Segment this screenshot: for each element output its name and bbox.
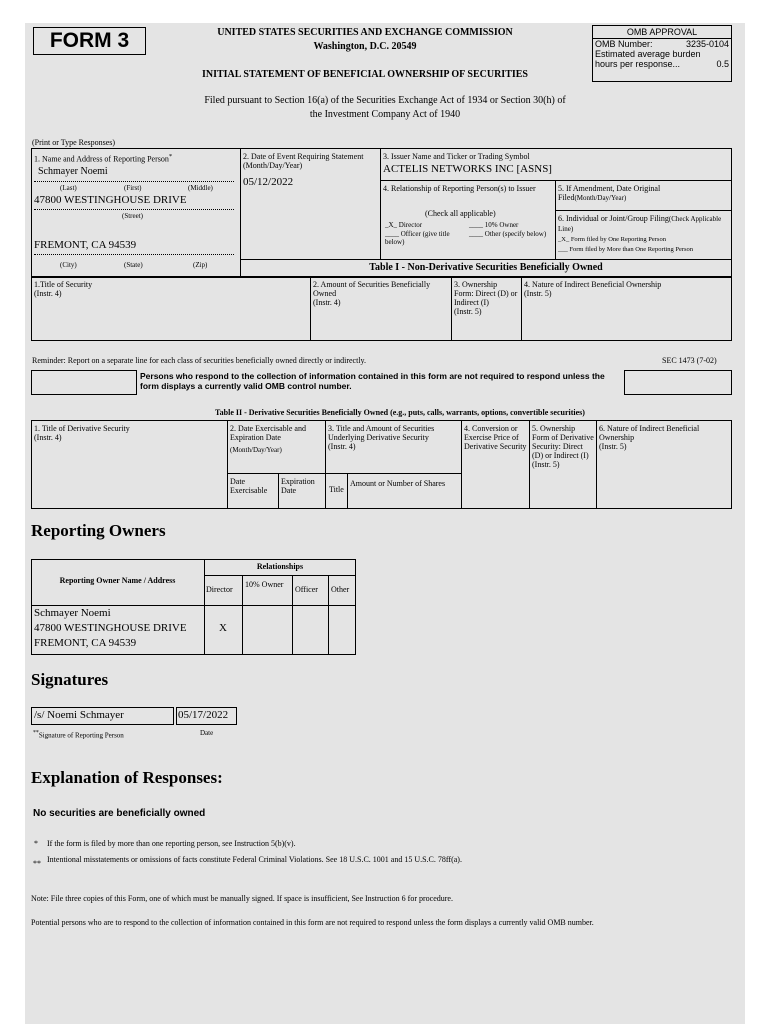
form-number: FORM 3	[49, 29, 130, 52]
owners-col-officer: Officer	[295, 585, 318, 594]
filed-pursuant-line2: the Investment Company Act of 1940	[309, 109, 461, 120]
form-number-box	[33, 27, 146, 55]
table1-col3: 3. Ownership Form: Direct (D) or Indirect (I) (Instr. 5)	[454, 280, 518, 316]
owner-line1: Schmayer Noemi	[34, 607, 111, 619]
owners-col-name: Reporting Owner Name / Address	[59, 576, 176, 585]
director-option: _X_ Director	[385, 221, 423, 229]
ten-pct-option: ____ 10% Owner	[469, 221, 519, 229]
reminder-text: Reminder: Report on a separate line for each class of securities beneficially owned directly or indirectly.	[32, 356, 367, 365]
issuer-name: ACTELIS NETWORKS INC [ASNS]	[383, 163, 552, 175]
note2-text: Intentional misstatements or omissions of facts constitute Federal Criminal Violations. See 18 U.S.C. 1001 and 15 U.S.C. 78ff(a).	[47, 855, 462, 864]
reporting-person-name: Schmayer Noemi	[38, 166, 108, 177]
middle-label: (Middle)	[188, 184, 213, 192]
no-securities-text: No securities are beneficially owned	[33, 808, 206, 819]
check-all-label: (Check all applicable)	[425, 209, 496, 218]
filing-option-one: _X_ Form filed by One Reporting Person	[558, 236, 666, 243]
state-label: (State)	[124, 261, 143, 269]
table2-title: Table II - Derivative Securities Beneficially Owned (e.g., puts, calls, warrants, options, convertible securities)	[215, 408, 585, 417]
event-date: 05/12/2022	[243, 176, 294, 188]
omb-burden-line2: hours per response...	[595, 59, 681, 69]
owner-line2: 47800 WESTINGHOUSE DRIVE	[34, 622, 187, 634]
owner-line3: FREMONT, CA 94539	[34, 637, 137, 649]
note3-text: Note: File three copies of this Form, one of which must be manually signed. If space is insufficient, See Instruction 6 for procedure.	[31, 894, 453, 903]
agency-city: Washington, D.C. 20549	[313, 41, 417, 52]
print-type-note: (Print or Type Responses)	[32, 138, 116, 147]
box4-label: 4. Relationship of Reporting Person(s) to Issuer	[383, 184, 536, 193]
reporting-owners-heading: Reporting Owners	[31, 521, 166, 540]
omb-burden-value: 0.5	[716, 59, 729, 69]
filing-option-more: ___ Form filed by More than One Reporting Person	[558, 246, 694, 253]
omb-number-value: 3235-0104	[685, 39, 729, 49]
table2-col5: 5. Ownership Form of Derivative Security: Direct (D) or Indirect (I) (Instr. 5)	[532, 424, 594, 469]
note1-mark: *	[34, 839, 38, 848]
signature-value: /s/ Noemi Schmayer	[34, 709, 124, 721]
box5-label: 5. If Amendment, Date Original Filed(Month/Day/Year)	[558, 184, 661, 202]
note1-text: If the form is filed by more than one reporting person, see Instruction 5(b)(v).	[47, 839, 296, 848]
owners-col-other: Other	[331, 585, 350, 594]
table2-col2: 2. Date Exercisable and Expiration Date	[230, 424, 306, 442]
officer-option: ____ Officer (give title below)	[385, 230, 450, 246]
omb-title: OMB APPROVAL	[593, 26, 731, 39]
zip-label: (Zip)	[193, 261, 208, 269]
signatures-heading: Signatures	[31, 670, 109, 689]
notice-right-box	[624, 370, 732, 395]
note4-text: Potential persons who are to respond to the collection of information contained in this form are not required to respond unless the form displays a currently valid OMB number.	[31, 918, 594, 927]
agency-name: UNITED STATES SECURITIES AND EXCHANGE COMMISSION	[217, 27, 513, 38]
notice-left-box	[31, 370, 137, 395]
sec-code: SEC 1473 (7-02)	[662, 356, 717, 365]
signature-label: **Signature of Reporting Person	[33, 730, 124, 740]
street-label: (Street)	[122, 212, 143, 220]
street-value: 47800 WESTINGHOUSE DRIVE	[34, 194, 187, 206]
persons-notice: Persons who respond to the collection of information contained in this form are not required to respond unless the form displays a currently valid OMB control number.	[140, 371, 605, 391]
explanation-heading: Explanation of Responses:	[31, 768, 223, 787]
box1-note-mark: *	[168, 153, 173, 160]
table1-col4: 4. Nature of Indirect Beneficial Ownership (Instr. 5)	[524, 280, 662, 298]
table2-col1: 1. Title of Derivative Security (Instr. 4)	[34, 424, 130, 442]
owners-col-director: Director	[206, 585, 233, 594]
table2-col4: 4. Conversion or Exercise Price of Derivative Security	[464, 424, 527, 451]
box6-label: 6. Individual or Joint/Group Filing(Check Applicable Line)	[558, 214, 722, 233]
city-label: (City)	[60, 261, 77, 269]
note2-mark: **	[33, 859, 41, 868]
other-option: ____ Other (specify below)	[469, 230, 547, 238]
table1-col1: 1.Title of Security (Instr. 4)	[34, 280, 93, 298]
table1-col2: 2. Amount of Securities Beneficially Owned (Instr. 4)	[313, 280, 431, 307]
signature-date-label: Date	[200, 729, 214, 737]
table2-col3b: Amount or Number of Shares	[350, 479, 446, 488]
table2-col2b: Expiration Date	[281, 477, 315, 495]
box6-check: (Check Applicable Line)	[558, 215, 722, 233]
table2-col3: 3. Title and Amount of Securities Underlying Derivative Security (Instr. 4)	[328, 424, 435, 451]
omb-number-label: OMB Number:	[595, 39, 653, 49]
form-title: INITIAL STATEMENT OF BENEFICIAL OWNERSHIP OF SECURITIES	[201, 69, 528, 80]
omb-approval-box	[592, 25, 732, 82]
table2-col2a: Date Exercisable	[230, 477, 268, 495]
box3-label: 3. Issuer Name and Ticker or Trading Symbol	[383, 152, 530, 161]
omb-burden-line1: Estimated average burden	[595, 49, 701, 59]
box5-sub: (Month/Day/Year)	[574, 194, 627, 202]
table2-col2-sub: (Month/Day/Year)	[230, 446, 282, 454]
owner-director-mark: X	[219, 622, 227, 634]
table1-title: Table I - Non-Derivative Securities Beneficially Owned	[369, 262, 603, 273]
first-label: (First)	[124, 184, 142, 192]
table2-col3a: Title	[329, 485, 344, 494]
filed-pursuant-line1: Filed pursuant to Section 16(a) of the Securities Exchange Act of 1934 or Section 30(h) of	[204, 95, 566, 106]
box1-label: 1. Name and Address of Reporting Person*	[34, 153, 173, 164]
box2-label: 2. Date of Event Requiring Statement (Month/Day/Year)	[243, 152, 364, 170]
last-label: (Last)	[60, 184, 77, 192]
city-value: FREMONT, CA 94539	[34, 239, 137, 251]
signature-date-value: 05/17/2022	[178, 709, 229, 721]
owners-relationships: Relationships	[256, 562, 304, 571]
table2-col6: 6. Nature of Indirect Beneficial Ownership (Instr. 5)	[599, 424, 700, 451]
signature-note-mark: **	[33, 730, 39, 736]
owners-col-ten-pct: 10% Owner	[245, 580, 284, 589]
